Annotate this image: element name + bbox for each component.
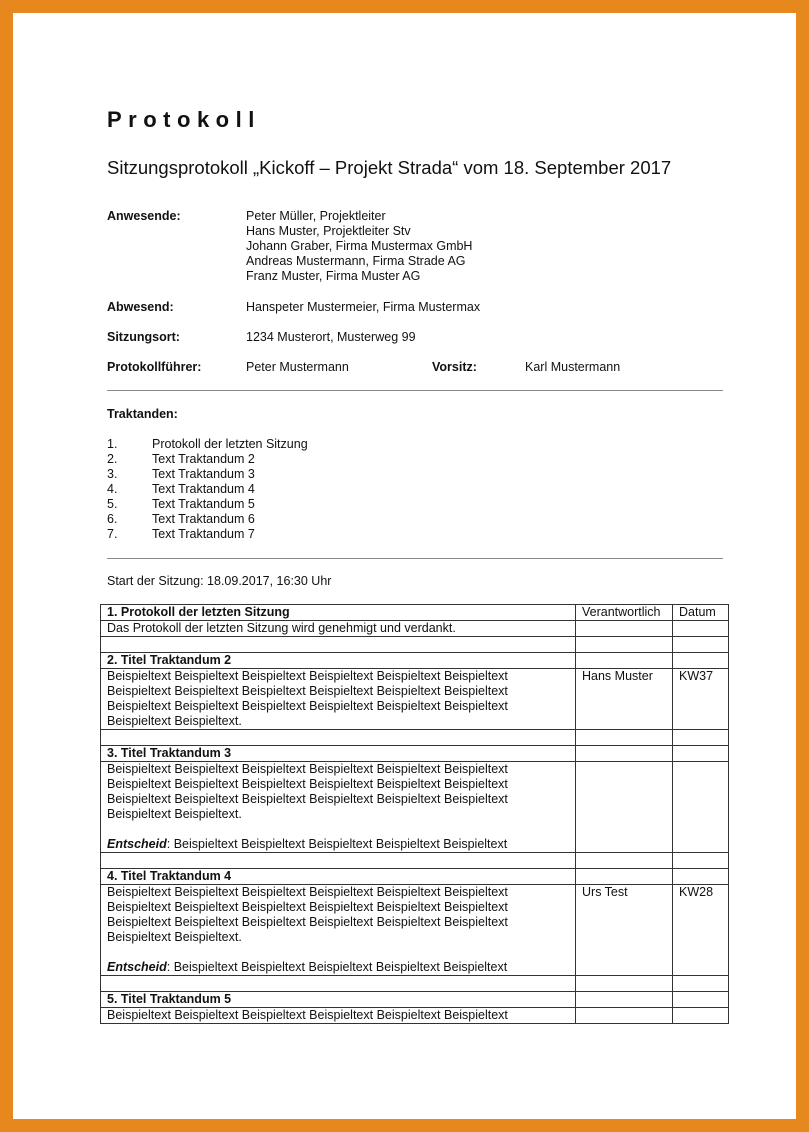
present-person: Peter Müller, Projektleiter xyxy=(246,209,386,223)
present-list xyxy=(246,209,472,284)
document-page: Protokoll Sitzungsprotokoll „Kickoff – Projekt Strada“ vom 18. September 2017 Anwesende: Peter Müller, Projektleiter Hans Muster, Projektleiter Stv Johann Graber, Firma Mustermax GmbH Andreas Mustermann, Firma Strade AG Franz Muster, Firma Muster AG Abwesend: Hanspeter Mustermeier, Firma Mustermax Sitzungsort: 1234 Musterort, Musterweg 99 Protokollführer: Peter Mustermann Vorsitz: Karl Mustermann Traktanden: 1. Protokoll der letzten Sitzung 2. Text Traktandum 2 3. Text Traktandum 3 4. Text Traktandum 4 5. Text Traktandum 5 6. Text Traktandum 6 7. Text Traktandum 7 Start der Sitzung: 18.09.2017, 16:30 Uhr 1. Protokoll der letzten Sitzung Verantwortlich Datum Das Protokoll der letzten Sitzung wird genehmigt und verdankt. 2. Titel Traktandum 2 Beispieltext Beispieltext Beispieltext Beispieltext Beispieltext Beispieltext Beispieltext Beispieltext Beispieltext Beispieltext Beispieltext Beispieltext Beispieltext Beispieltext Beispieltext Beispieltext Beispieltext Beispieltext Beispieltext Beispieltext. Hans Muster KW37 3. Titel Traktandum 3 Beispieltext Beispieltext Beispieltext Beispieltext Beispieltext Beispieltext Beispieltext Beispieltext Beispieltext Beispieltext Beispieltext Beispieltext Beispieltext Beispieltext Beispieltext Beispieltext Beispieltext Beispieltext Beispieltext Beispieltext. Entscheid: Beispieltext Beispieltext Beispieltext Beispieltext Beispieltext 4. Titel Traktandum 4 Beispieltext Beispieltext Beispieltext Beispieltext Beispieltext Beispieltext Beispieltext Beispieltext Beispieltext Beispieltext Beispieltext Beispieltext Beispieltext Beispieltext Beispieltext Beispieltext Beispieltext Beispieltext Beispieltext Beispieltext. Entscheid: Beispieltext Beispieltext Beispieltext Beispieltext Beispieltext Urs Test KW28 5. Titel Traktandum 5 Beispieltext Beispieltext Beispieltext Beispieltext Beispieltext Beispieltext xyxy=(13,13,796,1119)
decision-line xyxy=(107,837,571,852)
divider xyxy=(107,390,723,391)
section-title: 1. Protokoll der letzten Sitzung xyxy=(101,605,576,621)
absent-value: Hanspeter Mustermeier, Firma Mustermax xyxy=(246,300,481,314)
session-start: Start der Sitzung: 18.09.2017, 16:30 Uhr xyxy=(107,574,332,588)
decision-text: : Beispieltext Beispieltext Beispieltext Beispieltext Beispieltext xyxy=(166,837,508,851)
decision-text: : Beispieltext Beispieltext Beispieltext Beispieltext Beispieltext xyxy=(166,960,508,974)
table-row xyxy=(101,637,729,653)
section-title: 5. Titel Traktandum 5 xyxy=(101,992,576,1008)
responsible-cell: Urs Test xyxy=(576,885,673,976)
responsible-cell xyxy=(576,1008,673,1024)
recorder-label: Protokollführer: xyxy=(107,360,202,374)
recorder-value: Peter Mustermann xyxy=(246,360,349,374)
present-person: Andreas Mustermann, Firma Strade AG xyxy=(246,254,466,268)
chair-label: Vorsitz: xyxy=(432,360,477,374)
table-row xyxy=(101,853,729,869)
section-title: 3. Titel Traktandum 3 xyxy=(101,746,576,762)
responsible-cell xyxy=(576,762,673,853)
table-row xyxy=(101,746,729,762)
present-person: Franz Muster, Firma Muster AG xyxy=(246,269,421,283)
table-row xyxy=(101,669,729,730)
minutes-table xyxy=(100,604,729,1024)
section-title: 4. Titel Traktandum 4 xyxy=(101,869,576,885)
table-row xyxy=(101,621,729,637)
present-person: Hans Muster, Projektleiter Stv xyxy=(246,224,411,238)
section-body: Beispieltext Beispieltext Beispieltext Beispieltext Beispieltext Beispieltext Beispieltext Beispieltext Beispieltext Beispieltext Beispieltext Beispieltext Beispieltext Beispieltext Beispieltext Beispieltext Beispieltext Beispieltext Beispieltext Beispieltext. Entscheid: Beispieltext Beispieltext Beispieltext Beispieltext Beispieltext xyxy=(101,885,576,976)
decision-label: Entscheid xyxy=(107,960,167,974)
table-row xyxy=(101,976,729,992)
section-body: Das Protokoll der letzten Sitzung wird genehmigt und verdankt. xyxy=(101,621,576,637)
table-row xyxy=(101,605,729,621)
table-row xyxy=(101,653,729,669)
absent-label: Abwesend: xyxy=(107,300,174,314)
table-row xyxy=(101,885,729,976)
table-row xyxy=(101,1008,729,1024)
responsible-cell: Hans Muster xyxy=(576,669,673,730)
section-body: Beispieltext Beispieltext Beispieltext Beispieltext Beispieltext Beispieltext Beispieltext Beispieltext Beispieltext Beispieltext Beispieltext Beispieltext Beispieltext Beispieltext Beispieltext Beispieltext Beispieltext Beispieltext Beispieltext Beispieltext. Entscheid: Beispieltext Beispieltext Beispieltext Beispieltext Beispieltext xyxy=(101,762,576,853)
document-title: Protokoll xyxy=(107,107,261,132)
table-row xyxy=(101,762,729,853)
present-label: Anwesende: xyxy=(107,209,181,223)
decision-line xyxy=(107,960,571,975)
date-cell xyxy=(673,762,729,853)
table-row xyxy=(101,992,729,1008)
chair-value: Karl Mustermann xyxy=(525,360,621,374)
location-value: 1234 Musterort, Musterweg 99 xyxy=(246,330,416,344)
agenda-label: Traktanden: xyxy=(107,407,178,421)
document-subtitle: Sitzungsprotokoll „Kickoff – Projekt Strada“ vom 18. September 2017 xyxy=(107,157,672,178)
present-person: Johann Graber, Firma Mustermax GmbH xyxy=(246,239,473,253)
column-header-responsible: Verantwortlich xyxy=(576,605,673,621)
table-row xyxy=(101,869,729,885)
section-title: 2. Titel Traktandum 2 xyxy=(101,653,576,669)
date-cell: KW28 xyxy=(673,885,729,976)
date-cell xyxy=(673,621,729,637)
date-cell: KW37 xyxy=(673,669,729,730)
divider xyxy=(107,558,723,559)
section-body: Beispieltext Beispieltext Beispieltext Beispieltext Beispieltext Beispieltext Beispieltext Beispieltext Beispieltext Beispieltext Beispieltext Beispieltext Beispieltext Beispieltext Beispieltext Beispieltext Beispieltext Beispieltext Beispieltext Beispieltext. xyxy=(101,669,576,730)
responsible-cell xyxy=(576,621,673,637)
section-body: Beispieltext Beispieltext Beispieltext Beispieltext Beispieltext Beispieltext xyxy=(101,1008,576,1024)
column-header-date: Datum xyxy=(673,605,729,621)
date-cell xyxy=(673,1008,729,1024)
decision-label: Entscheid xyxy=(107,837,167,851)
location-label: Sitzungsort: xyxy=(107,330,180,344)
table-row xyxy=(101,730,729,746)
